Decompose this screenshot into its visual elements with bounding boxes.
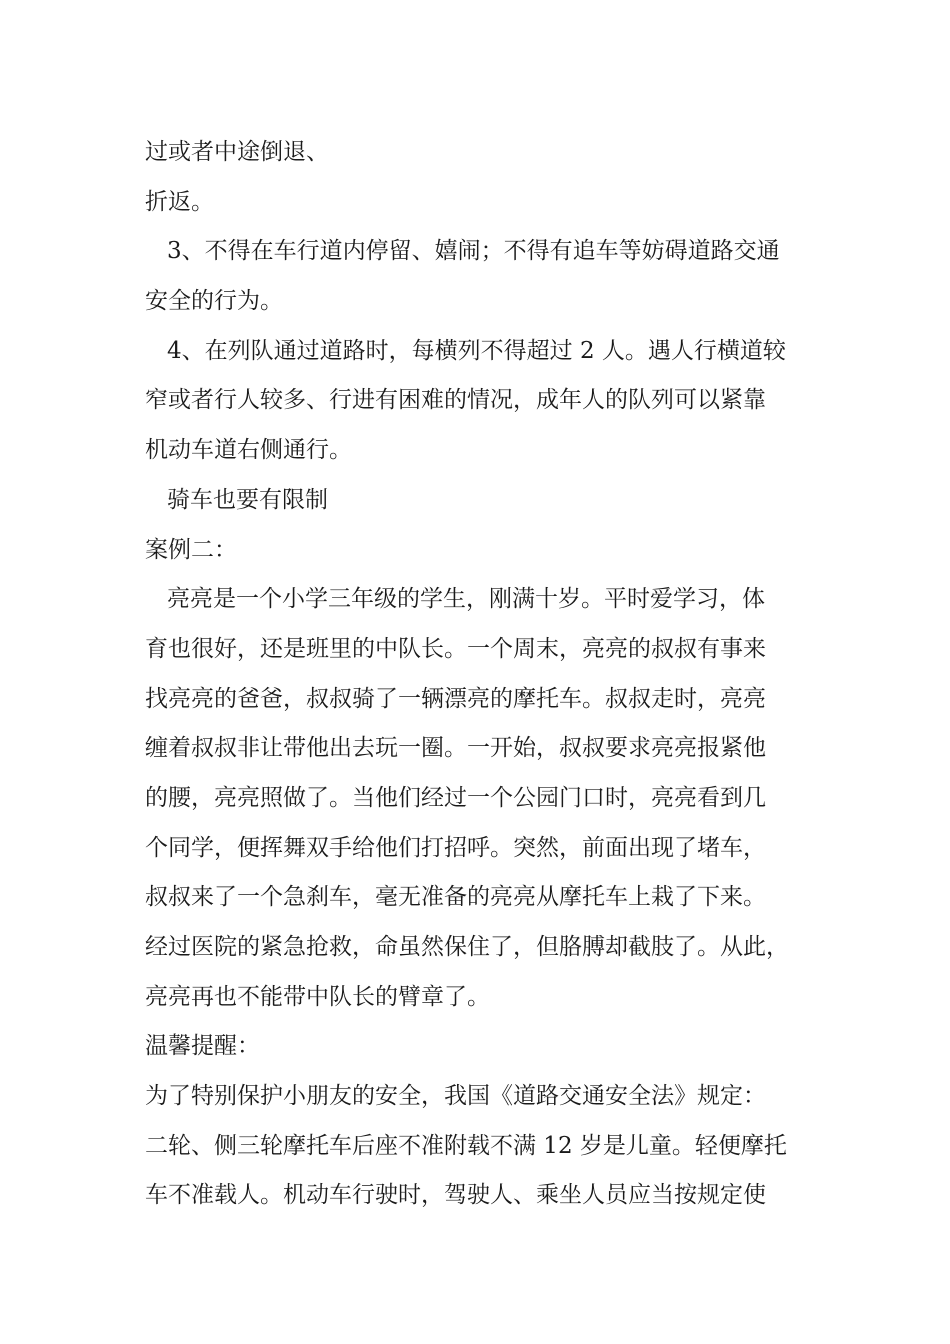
- text-line: 窄或者行人较多、行进有困难的情况，成年人的队列可以紧靠: [145, 387, 766, 414]
- document-body: [145, 128, 825, 1221]
- tip-paragraph-line: 车不准载人。机动车行驶时，驾驶人、乘坐人员应当按规定使: [145, 1182, 766, 1209]
- text-line: 机动车道右侧通行。: [145, 437, 352, 464]
- case-paragraph-line: 找亮亮的爸爸，叔叔骑了一辆漂亮的摩托车。叔叔走时，亮亮: [145, 685, 766, 712]
- case-paragraph-line: 育也很好，还是班里的中队长。一个周末，亮亮的叔叔有事来: [145, 635, 766, 662]
- case-paragraph-line: 的腰，亮亮照做了。当他们经过一个公园门口时，亮亮看到几: [145, 784, 766, 811]
- text-line: 过或者中途倒退、: [145, 139, 329, 165]
- text-line: 安全的行为。: [145, 288, 283, 315]
- section-heading: 骑车也要有限制: [167, 486, 328, 513]
- case-paragraph-line: 个同学，便挥舞双手给他们打招呼。突然，前面出现了堵车，: [145, 834, 766, 861]
- tip-paragraph-line: 二轮、侧三轮摩托车后座不准附载不满 12 岁是儿童。轻便摩托: [145, 1132, 787, 1159]
- tip-heading: 温馨提醒：: [145, 1033, 260, 1060]
- case-paragraph-line: 缠着叔叔非让带他出去玩一圈。一开始，叔叔要求亮亮报紧他: [145, 735, 766, 762]
- case-paragraph-line: 亮亮再也不能带中队长的臂章了。: [145, 983, 490, 1010]
- text-line: 折返。: [145, 188, 214, 215]
- case-paragraph-line: 经过医院的紧急抢救，命虽然保住了，但胳膊却截肢了。从此，: [145, 934, 789, 960]
- case-paragraph-line: 叔叔来了一个急刹车，毫无准备的亮亮从摩托车上栽了下来。: [145, 884, 766, 911]
- tip-paragraph-line: 为了特别保护小朋友的安全，我国《道路交通安全法》规定：: [145, 1083, 766, 1110]
- rule-item-4: 4、在列队通过道路时，每横列不得超过 2 人。遇人行横道较: [167, 337, 786, 364]
- case-paragraph-line: 亮亮是一个小学三年级的学生，刚满十岁。平时爱学习，体: [167, 586, 765, 613]
- rule-item-3: 3、不得在车行道内停留、嬉闹；不得有追车等妨碍道路交通: [167, 238, 780, 265]
- case-heading: 案例二：: [145, 536, 237, 563]
